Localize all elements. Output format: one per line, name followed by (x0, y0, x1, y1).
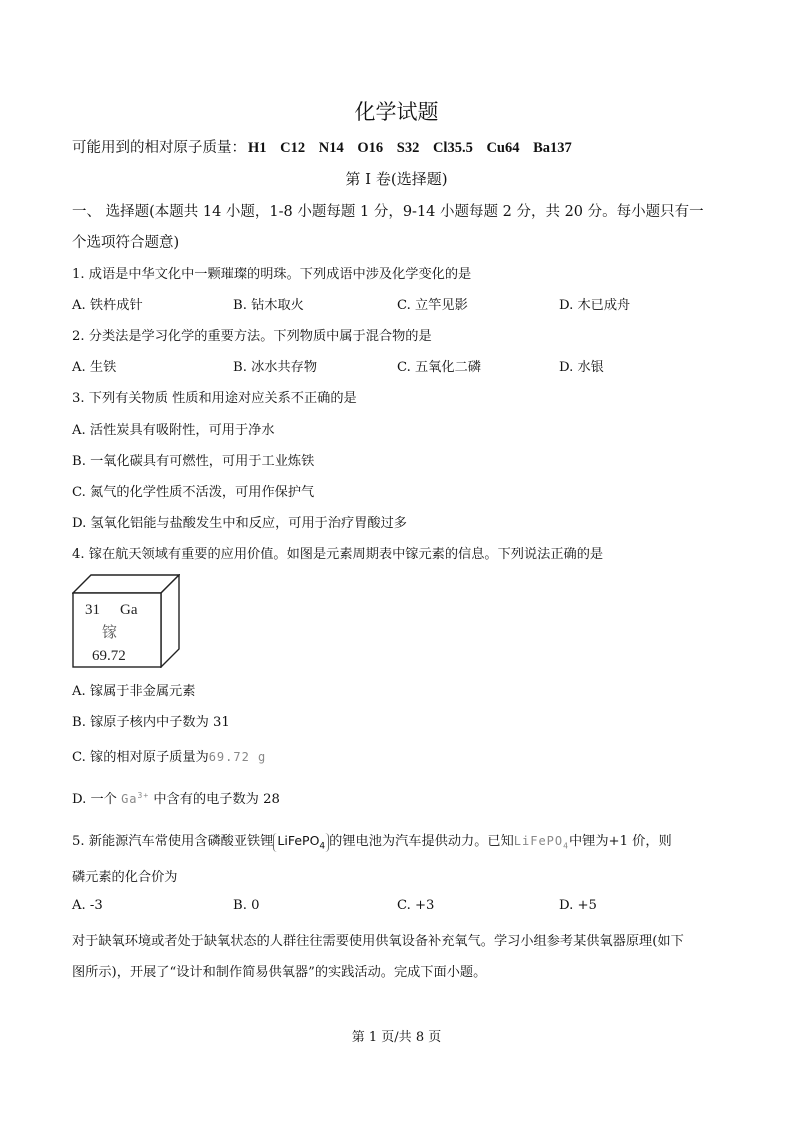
formula2-main: LiFePO (513, 834, 564, 848)
q1-option-c: C. 立竿见影 (397, 298, 468, 313)
q4-option-d-tail: 中含有的电子数为 28 (153, 792, 280, 807)
section-header-line1: 一、 选择题(本题共 14 小题，1-8 小题每题 1 分，9-14 小题每题 2 分，共 20 分。每小题只有一 (72, 204, 704, 220)
passage-line1: 对于缺氧环境或者处于缺氧状态的人群往往需要使用供氧设备补充氧气。学习小组参考某供氧器原理(如下 (72, 934, 684, 949)
question-1-stem: 1. 成语是中华文化中一颗璀璨的明珠。下列成语中涉及化学变化的是 (72, 267, 472, 282)
formula-main: LiFePO (277, 833, 320, 848)
section-header-line2: 个选项符合题意) (72, 235, 180, 251)
gallium-element-card (72, 574, 180, 668)
q4-option-b: B. 镓原子核内中子数为 31 (72, 715, 230, 730)
q3-option-a: A. 活性炭具有吸附性，可用于净水 (72, 423, 275, 438)
atomic-mass-line (72, 136, 572, 157)
q3-option-d: D. 氢氧化铝能与盐酸发生中和反应，可用于治疗胃酸过多 (72, 516, 407, 531)
formula2-sub: 4 (563, 841, 569, 851)
q5-option-c: C. +3 (397, 898, 435, 913)
q5-option-a: A. -3 (72, 898, 103, 913)
element-name: 镓 (102, 625, 118, 641)
q2-option-d: D. 水银 (559, 360, 604, 375)
question-3-stem: 3. 下列有关物质 性质和用途对应关系不正确的是 (72, 391, 357, 406)
q5-option-d: D. +5 (559, 898, 597, 913)
element-atomic-mass: 69.72 (92, 648, 126, 664)
q4-option-a: A. 镓属于非金属元素 (72, 684, 196, 699)
q5-stem-part1: 5. 新能源汽车常使用含磷酸亚铁锂 (72, 834, 274, 849)
q3-option-c: C. 氮气的化学性质不活泼，可用作保护气 (72, 485, 315, 500)
question-5-stem (72, 830, 672, 852)
q4-option-c-text: C. 镓的相对原子质量为 (72, 750, 209, 765)
q4-option-c (72, 746, 266, 765)
page-title: 化学试题 (354, 100, 439, 124)
q4-option-d (72, 788, 280, 807)
q4-option-d-text: D. 一个 (72, 792, 117, 807)
q2-option-c: C. 五氧化二磷 (397, 360, 481, 375)
ion-symbol: Ga (121, 792, 138, 806)
q1-option-d: D. 木已成舟 (559, 298, 631, 313)
page-footer: 第 1 页/共 8 页 (351, 1030, 442, 1045)
q2-option-b: B. 冰水共存物 (233, 360, 318, 375)
formula-sub: 4 (319, 841, 326, 852)
element-symbol: Ga (120, 602, 138, 618)
passage-line2: 图所示)，开展了“设计和制作简易供氧器”的实践活动。完成下面小题。 (72, 965, 487, 980)
q4-option-c-formula: 69.72 g (208, 750, 267, 764)
q5-option-b: B. 0 (233, 898, 260, 913)
q5-stem-part2: 的锂电池为汽车提供动力。已知 (329, 834, 514, 849)
element-atomic-number: 31 (85, 602, 100, 618)
q3-option-b: B. 一氧化碳具有可燃性，可用于工业炼铁 (72, 454, 315, 469)
q4-option-d-ion (121, 792, 149, 806)
ion-charge: 3+ (137, 791, 150, 800)
q1-option-b: B. 钻木取火 (233, 298, 304, 313)
question-4-stem: 4. 镓在航天领域有重要的应用价值。如图是元素周期表中镓元素的信息。下列说法正确的是 (72, 547, 604, 562)
q2-option-a: A. 生铁 (72, 360, 117, 375)
q5-stem-part3: 中锂为+1 价，则 (568, 834, 672, 849)
atomic-mass-label: 可能用到的相对原子质量： (72, 140, 246, 156)
atomic-mass-values: H1 C12 N14 O16 S32 Cl35.5 Cu64 Ba137 (248, 140, 572, 156)
q5-formula-boxed (273, 833, 329, 852)
question-2-stem: 2. 分类法是学习化学的重要方法。下列物质中属于混合物的是 (72, 329, 432, 344)
q5-formula-inline (513, 834, 569, 851)
q1-option-a: A. 铁杵成针 (72, 298, 143, 313)
volume-title: 第 I 卷(选择题) (345, 170, 448, 188)
question-5-stem-line2: 磷元素的化合价为 (72, 870, 178, 885)
